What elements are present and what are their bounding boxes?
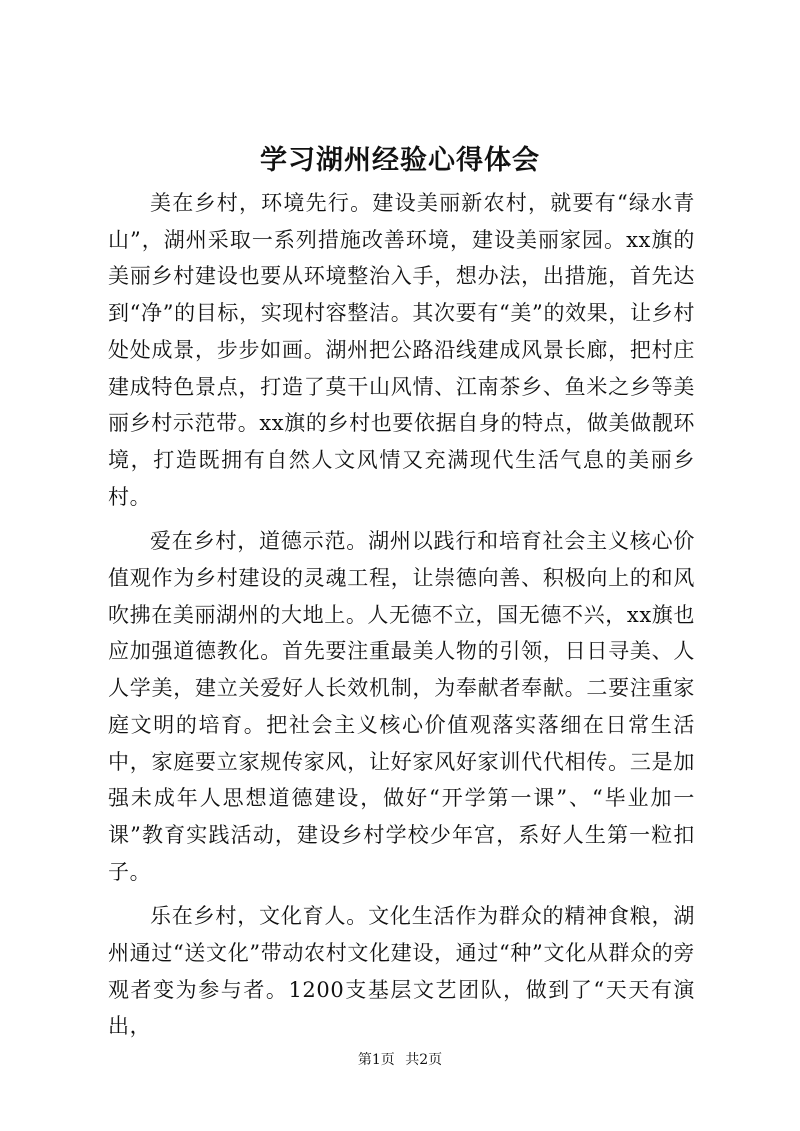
document-title: 学习湖州经验心得体会: [260, 145, 540, 176]
document-body: [108, 185, 695, 1053]
paragraph-environment: 美在乡村，环境先行。建设美丽新农村，就要有“绿水青山”，湖州采取一系列措施改善环境，建设美丽家园。xx旗的美丽乡村建设也要从环境整治入手，想办法，出措施，首先达到“净”的目标，实现村容整洁。其次要有“美”的效果，让乡村处处成景，步步如画。湖州把公路沿线建成风景长廊，把村庄建成特色景点，打造了莫干山风情、江南茶乡、鱼米之乡等美丽乡村示范带。xx旗的乡村也要依据自身的特点，做美做靓环境，打造既拥有自然人文风情又充满现代生活气息的美丽乡村。: [108, 191, 695, 509]
page-footer: [0, 1050, 800, 1070]
total-pages: 共2页: [405, 1052, 443, 1068]
page-number: 第1页: [357, 1052, 395, 1068]
paragraph-culture: 乐在乡村，文化育人。文化生活作为群众的精神食粮，湖州通过“送文化”带动农村文化建设，通过“种”文化从群众的旁观者变为参与者。1200支基层文艺团队，做到了“天天有演出，: [108, 904, 695, 1039]
paragraph-morality: 爱在乡村，道德示范。湖州以践行和培育社会主义核心价值观作为乡村建设的灵魂工程，让崇德向善、积极向上的和风吹拂在美丽湖州的大地上。人无德不立，国无德不兴，xx旗也应加强道德教化。首先要注重最美人物的引领，日日寻美、人人学美，建立关爱好人长效机制，为奉献者奉献。二要注重家庭文明的培育。把社会主义核心价值观落实落细在日常生活中，家庭要立家规传家风，让好家风好家训代代相传。三是加强未成年人思想道德建设，做好“开学第一课”、“毕业加一课”教育实践活动，建设乡村学校少年宫，系好人生第一粒扣子。: [108, 529, 695, 884]
